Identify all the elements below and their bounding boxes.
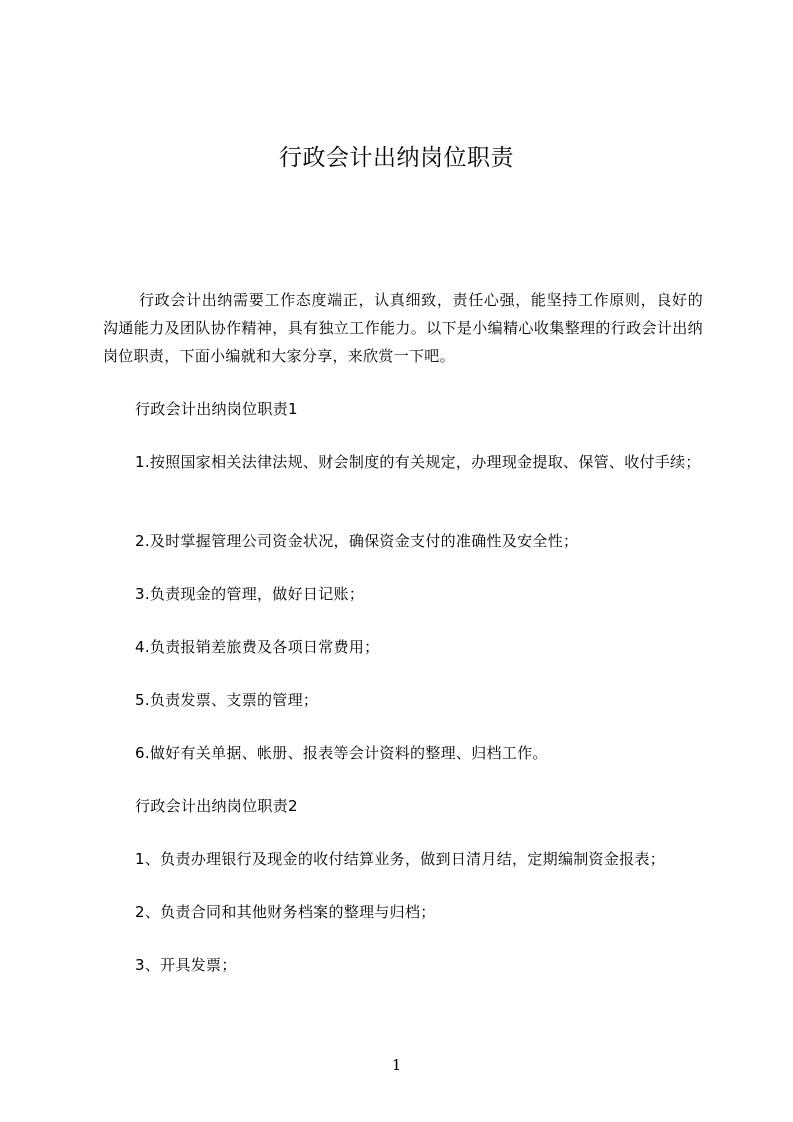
duty-item-2-1: 1、负责办理银行及现金的收付结算业务，做到日清月结，定期编制资金报表；	[135, 850, 666, 868]
duty-item-1-2: 2.及时掌握管理公司资金状况，确保资金支付的准确性及安全性；	[135, 532, 579, 550]
section-heading-2: 行政会计出纳岗位职责2	[135, 797, 298, 815]
duty-item-2-3: 3、开具发票；	[135, 956, 237, 974]
section-heading-1: 行政会计出纳岗位职责1	[135, 400, 298, 418]
document-title: 行政会计出纳岗位职责	[279, 145, 514, 171]
duty-item-1-6: 6.做好有关单据、帐册、报表等会计资料的整理、归档工作。	[135, 744, 548, 762]
page-number: 1	[391, 1056, 402, 1074]
duty-item-1-3: 3.负责现金的管理，做好日记账；	[135, 585, 365, 603]
intro-paragraph: 行政会计出纳需要工作态度端正，认真细致，责任心强，能坚持工作原则，良好的沟通能力及团队协作精神，具有独立工作能力。以下是小编精心收集整理的行政会计出纳岗位职责，下面小编就和大家分享，来欣赏一下吧。	[103, 291, 703, 365]
duty-item-2-2: 2、负责合同和其他财务档案的整理与归档；	[135, 903, 436, 921]
duty-item-1-5: 5.负责发票、支票的管理；	[135, 691, 319, 709]
duty-item-1-4: 4.负责报销差旅费及各项日常费用；	[135, 638, 380, 656]
duty-item-1-1: 1.按照国家相关法律法规、财会制度的有关规定，办理现金提取、保管、收付手续；	[135, 453, 701, 471]
